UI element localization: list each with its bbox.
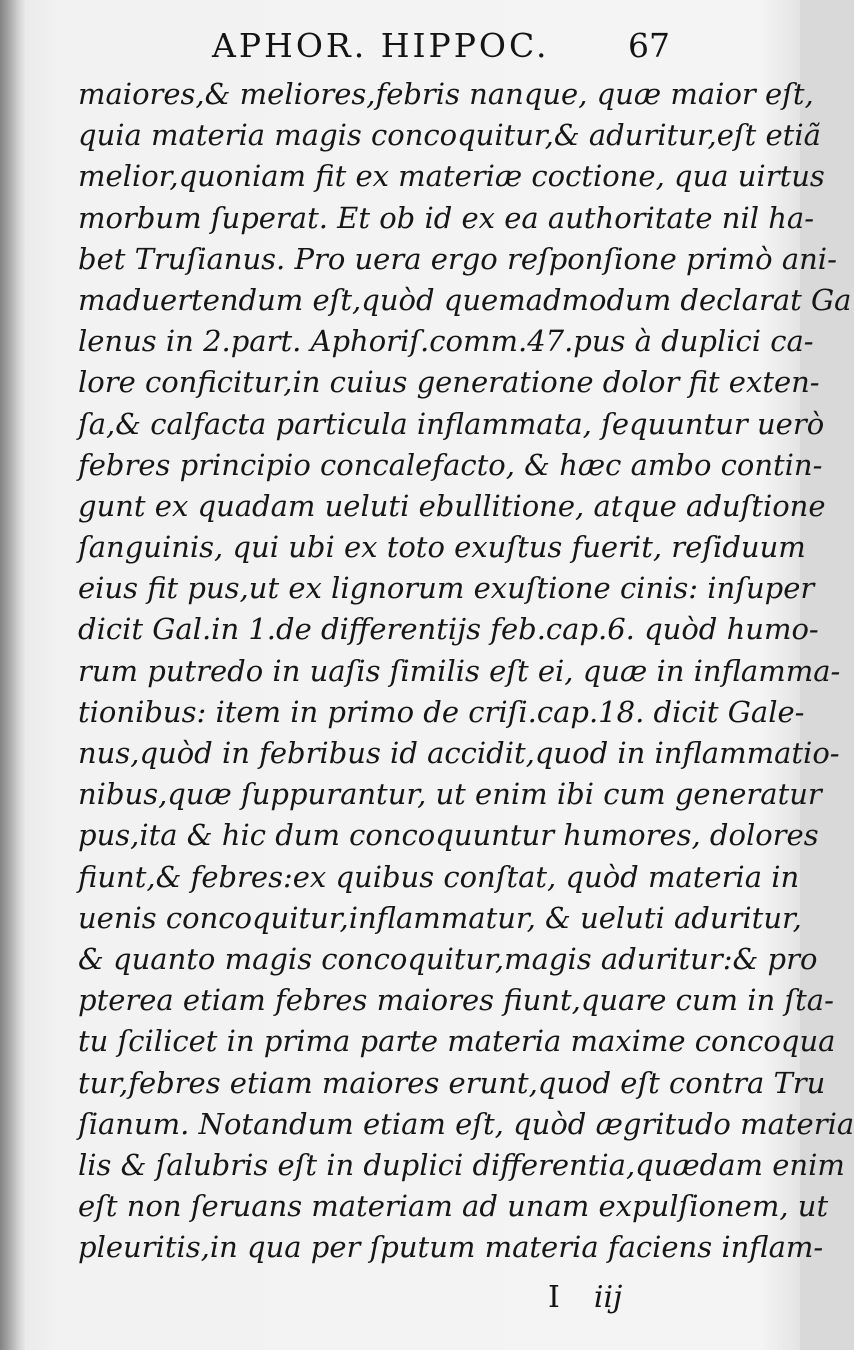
text-line: morbum ſuperat. Et ob id ex ea authoritate nil ha- — [78, 200, 814, 235]
text-line: fiunt,& febres:ex quibus conſtat, quòd materia in — [78, 859, 800, 894]
spine-shadow — [0, 0, 26, 1350]
text-line: maduertendum eſt,quòd quemadmodum declarat Ga — [78, 282, 852, 317]
body-text — [78, 74, 854, 1268]
text-line: dicit Gal.in 1.de differentijs feb.cap.6. quòd humo- — [78, 612, 819, 647]
page-number: 67 — [628, 26, 670, 65]
text-line: gunt ex quadam ueluti ebullitione, atque aduſtione — [78, 488, 826, 523]
text-line: pus,ita & hic dum concoquuntur humores, dolores — [78, 818, 819, 853]
text-line: ſianum. Notandum etiam eſt, quòd ægritudo materia — [78, 1106, 854, 1141]
text-line: eſt non ſeruans materiam ad unam expulſionem, ut — [78, 1189, 829, 1224]
text-line: rum putredo in uaſis ſimilis eſt ei, quæ in inflamma- — [78, 653, 841, 688]
text-line: nus,quòd in febribus id accidit,quod in inflammatio- — [78, 736, 840, 770]
running-title: APHOR. HIPPOC. — [212, 26, 550, 65]
text-line: ſa,& calfacta particula inflammata, ſequuntur uerò — [78, 406, 825, 441]
signature-letter: I — [548, 1280, 560, 1315]
text-line: tionibus: item in primo de criſi.cap.18. dicit Gale- — [78, 694, 805, 729]
text-line: maiores,& meliores,febris nanque, quæ maior eſt, — [78, 77, 814, 111]
text-line: tur,febres etiam maiores erunt,quod eſt contra Tru — [78, 1065, 826, 1100]
text-line: bet Truſianus. Pro uera ergo reſponſione primò ani- — [78, 241, 837, 276]
text-line: pterea etiam febres maiores fiunt,quare cum in ſta- — [78, 983, 834, 1018]
text-line: lenus in 2.part. Aphoriſ.comm.47.pus à duplici ca- — [78, 324, 814, 359]
signature-mark — [548, 1280, 622, 1315]
text-line: lore conficitur,in cuius generatione dolor fit exten- — [78, 365, 820, 400]
text-line: quia materia magis concoquitur,& aduritur,eſt etiã — [78, 118, 821, 153]
text-line: ſanguinis, qui ubi ex toto exuſtus fuerit, reſiduum — [78, 530, 806, 565]
page-header — [0, 22, 800, 70]
text-line: nibus,quæ ſuppurantur, ut enim ibi cum generatur — [78, 777, 822, 812]
text-line: melior,quoniam fit ex materiæ coctione, qua uirtus — [78, 159, 825, 194]
text-line: tu ſcilicet in prima parte materia maxime concoqua — [78, 1024, 836, 1059]
text-line: uenis concoquitur,inflammatur, & ueluti aduritur, — [78, 900, 802, 935]
text-line: & quanto magis concoquitur,magis aduritur:& pro — [78, 941, 818, 976]
text-line: eius fit pus,ut ex lignorum exuſtione cinis: inſuper — [78, 571, 815, 606]
text-line: febres principio concalefacto, & hæc ambo contin- — [78, 447, 823, 482]
text-line: pleuritis,in qua per ſputum materia faciens inflam- — [78, 1230, 824, 1265]
signature-number: iij — [593, 1280, 623, 1315]
text-line: lis & ſalubris eſt in duplici differentia,quædam enim — [78, 1147, 845, 1182]
